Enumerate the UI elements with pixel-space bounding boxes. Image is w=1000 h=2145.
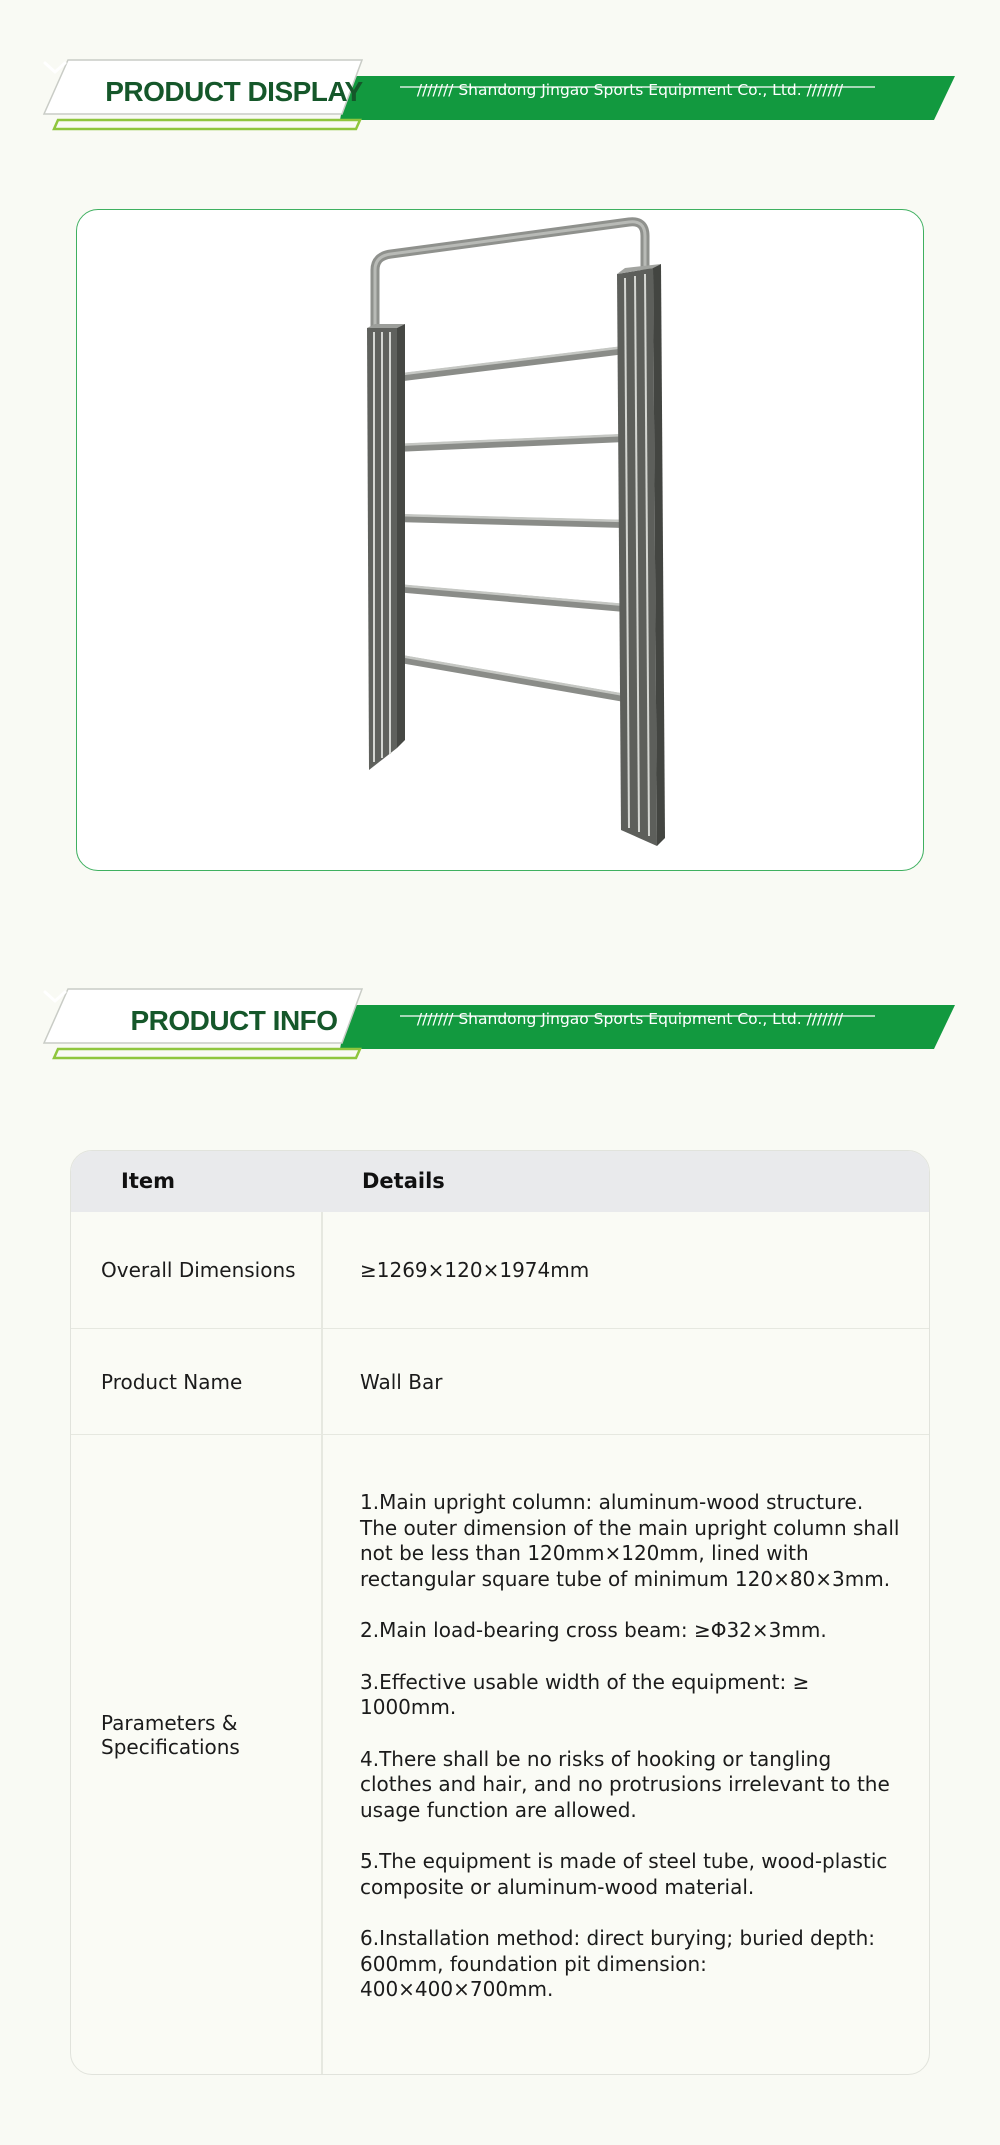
spec-item: 3.Effective usable width of the equipment: ≥ 1000mm. <box>360 1669 810 1719</box>
table-row <box>71 1212 929 1328</box>
company-name: /////// Shandong Jingao Sports Equipment Co., Ltd. /////// <box>416 1010 844 1028</box>
row-value: Wall Bar <box>360 1370 443 1394</box>
spec-item: 2.Main load-bearing cross beam: ≥Φ32×3mm. <box>360 1618 827 1642</box>
table-row <box>71 1328 929 1434</box>
spec-item: 6.Installation method: direct burying; buried depth: 600mm, foundation pit dimension: 400×400×700mm. <box>360 1926 875 2001</box>
product-image <box>77 210 924 871</box>
table-header <box>71 1151 929 1212</box>
spec-item: 5.The equipment is made of steel tube, wood-plastic composite or aluminum-wood material. <box>360 1849 888 1899</box>
section-banner-display <box>40 58 960 138</box>
product-info-table <box>70 1150 930 2075</box>
spec-item: 4.There shall be no risks of hooking or tangling clothes and hair, and no protrusions irrelevant to the usage function are allowed. <box>360 1746 890 1822</box>
specifications-list <box>360 1490 900 2029</box>
row-label: Product Name <box>101 1370 243 1394</box>
chevron-down-icon[interactable] <box>40 58 70 78</box>
product-image-card <box>76 209 924 871</box>
section-title: PRODUCT DISPLAY <box>105 76 363 107</box>
row-label: Parameters & Specifications <box>101 1711 240 1759</box>
table-row <box>71 1434 929 2074</box>
spec-item: 1.Main upright column: aluminum-wood structure. The outer dimension of the main upright column shall not be less than 120mm×120mm, lined with rectangular square tube of minimum 120×80×3mm. <box>360 1490 900 1591</box>
section-banner-info <box>40 987 960 1067</box>
header-details: Details <box>362 1169 445 1193</box>
section-title: PRODUCT INFO <box>130 1005 338 1036</box>
row-label: Overall Dimensions <box>101 1258 296 1282</box>
company-name: /////// Shandong Jingao Sports Equipment Co., Ltd. /////// <box>416 81 844 99</box>
row-value: ≥1269×120×1974mm <box>360 1258 590 1282</box>
header-item: Item <box>121 1169 175 1193</box>
chevron-down-icon[interactable] <box>40 987 70 1007</box>
